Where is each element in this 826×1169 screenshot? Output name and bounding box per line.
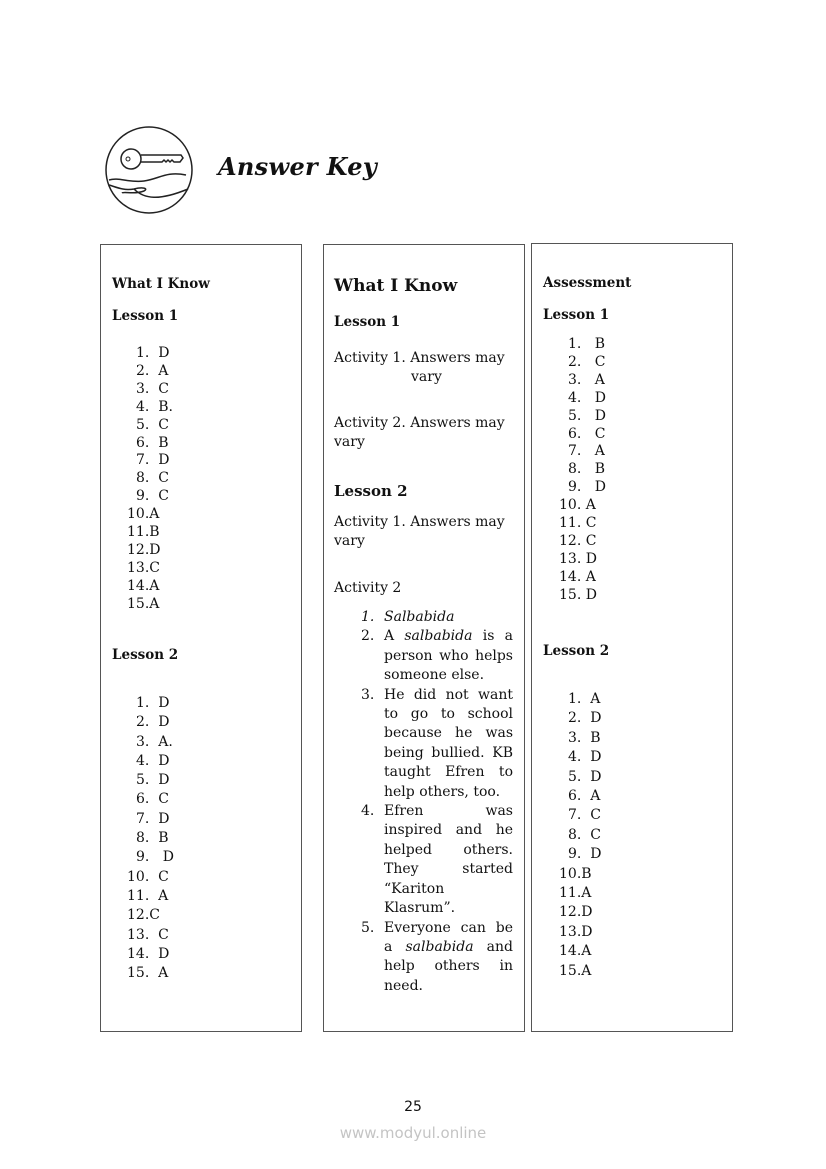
answer-item: 2. C: [568, 353, 606, 370]
answer-item: 1. A: [568, 691, 601, 707]
emphasis-term: salbabida: [405, 938, 474, 955]
item-text: He did not want to go to school because he was being bullied. KB taught Efren to help others, too.: [384, 686, 513, 800]
answer-item: 8. C: [136, 470, 169, 487]
activity-2-item: [361, 919, 518, 997]
answer-item: 4. D: [136, 752, 170, 769]
answer-item: 5. C: [136, 416, 169, 433]
answer-item: 4. D: [568, 749, 602, 766]
answer-item: 3. A: [568, 371, 605, 388]
answer-item: 4. B.: [136, 398, 173, 415]
activity-2-item: [361, 802, 513, 918]
lesson-heading: Lesson 1: [112, 308, 179, 324]
answer-item: 14. A: [559, 568, 596, 585]
answer-item: 7. C: [568, 807, 601, 824]
answer-item: 10. C: [127, 868, 169, 885]
answer-item: 9. C: [136, 488, 169, 505]
answer-item: 14.A: [127, 577, 160, 594]
activity-answer: Activity 2. Answers may vary: [334, 415, 505, 451]
answer-item: 2. D: [136, 714, 170, 731]
item-number: 4.: [361, 803, 375, 820]
answer-item: 13.D: [559, 923, 593, 940]
answer-item: 5. D: [568, 407, 606, 424]
watermark: www.modyul.online: [339, 1124, 487, 1142]
answer-item: 1. D: [136, 695, 170, 711]
answer-item: 2. A: [136, 362, 169, 379]
answer-item: 6. A: [568, 788, 601, 805]
activity-answer: Activity 1. Answers may vary: [334, 514, 505, 550]
item-number: 1.: [361, 609, 375, 625]
item-number: 2.: [361, 628, 375, 645]
answer-item: 10.B: [559, 865, 592, 882]
answer-item: 7. D: [136, 810, 170, 827]
answer-item: 7. D: [136, 452, 170, 469]
item-text: Salbabida: [384, 609, 455, 625]
activity-label: Activity 2: [334, 580, 402, 596]
answer-item: 11.A: [559, 885, 592, 902]
answer-item: 11. A: [127, 887, 169, 904]
answer-item: 6. C: [568, 425, 606, 442]
activity-2-item: [361, 627, 518, 685]
item-number: 5.: [361, 919, 375, 936]
answer-item: 9. D: [568, 479, 606, 496]
lesson-heading: Lesson 2: [543, 643, 610, 659]
section-heading: Assessment: [543, 275, 632, 291]
text-part: is a person who helps someone else.: [384, 628, 518, 684]
lesson-heading: Lesson 2: [112, 647, 179, 663]
answer-item: 3. A.: [136, 733, 173, 750]
answer-item: 14.A: [559, 943, 592, 960]
text-part: Everyone can be a: [384, 919, 518, 955]
answer-item: 9. D: [136, 849, 174, 866]
answer-item: 13.C: [127, 559, 160, 576]
answer-item: 12.D: [127, 541, 161, 558]
key-in-hand-icon: [104, 125, 194, 215]
activity-2-answers: [361, 608, 518, 996]
answer-item: 6. C: [136, 791, 169, 808]
section-heading: What I Know: [112, 276, 210, 292]
answer-item: 5. D: [136, 772, 170, 789]
answer-item: 15. A: [127, 965, 169, 982]
answer-item: 12.C: [127, 907, 160, 924]
item-text: [384, 919, 518, 997]
answer-item: 6. B: [136, 434, 169, 451]
answer-item: 12. C: [559, 532, 597, 549]
answer-item: 8. B: [568, 461, 605, 478]
activity-answer-cont: vary: [411, 369, 442, 385]
answer-item: 15.A: [559, 962, 592, 979]
answer-list: [127, 694, 174, 983]
answer-item: 7. A: [568, 443, 605, 460]
answer-list: [559, 690, 602, 981]
answer-item: 15. D: [559, 586, 597, 603]
answer-item: 3. C: [136, 380, 169, 397]
answer-item: 10.A: [127, 506, 160, 523]
answer-item: 5. D: [568, 768, 602, 785]
answer-item: 11. C: [559, 515, 597, 532]
answer-item: 13. D: [559, 550, 597, 567]
answer-item: 8. B: [136, 830, 169, 847]
answer-item: 11.B: [127, 524, 160, 541]
answer-item: 2. D: [568, 710, 602, 727]
page-number: 25: [404, 1099, 422, 1115]
answer-item: 8. C: [568, 826, 601, 843]
section-heading: What I Know: [334, 276, 458, 296]
item-number: 3.: [361, 686, 375, 703]
activity-2-item: [361, 608, 513, 627]
answer-item: 4. D: [568, 389, 606, 406]
answer-item: 15.A: [127, 595, 160, 612]
answer-item: 9. D: [568, 846, 602, 863]
text-part: and help others in need.: [384, 938, 518, 994]
emphasis-term: salbabida: [404, 628, 473, 645]
item-text: [384, 627, 518, 685]
page-title: Answer Key: [218, 152, 378, 181]
lesson-heading: Lesson 1: [334, 314, 401, 330]
answer-item: 10. A: [559, 497, 596, 514]
answer-list: [127, 345, 173, 614]
answer-item: 14. D: [127, 945, 170, 962]
answer-item: 3. B: [568, 729, 601, 746]
item-text: Efren was inspired and he helped others. They started “Kariton Klasrum”.: [384, 803, 513, 917]
answer-item: 1. D: [136, 345, 170, 361]
activity-2-item: [361, 686, 513, 802]
lesson-heading: Lesson 2: [334, 482, 408, 500]
answer-item: 12.D: [559, 904, 593, 921]
answer-list: [559, 336, 606, 605]
answer-item: 1. B: [568, 336, 605, 352]
text-part: A: [384, 628, 405, 645]
answer-item: 13. C: [127, 926, 169, 943]
activity-answer: Activity 1. Answers may: [334, 350, 505, 366]
lesson-heading: Lesson 1: [543, 307, 610, 323]
